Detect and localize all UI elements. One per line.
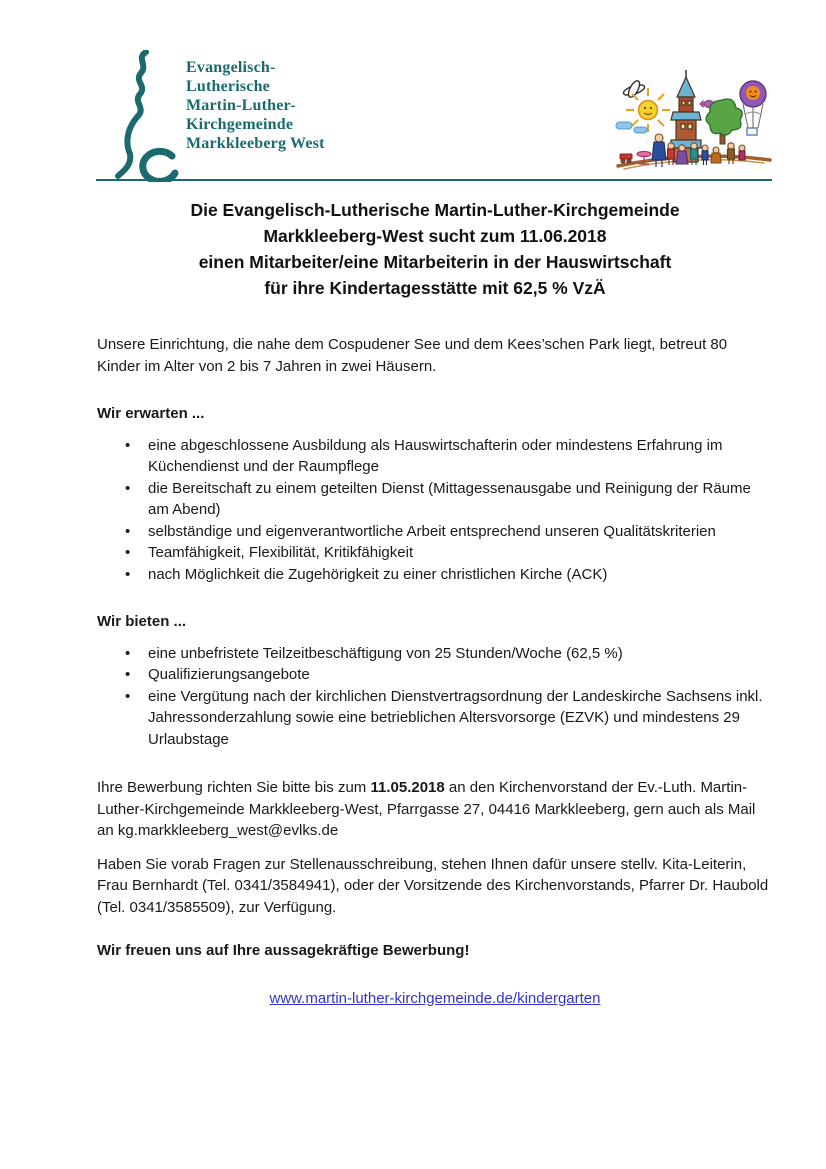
application-text: an den Kirchenvorstand der Ev.-Luth. Martin-Luther-Kirchgemeinde Markkleeberg-West, Pfarrgasse 27, 04416 Markkleeberg, gern auch als Mail an kg.markkleeberg_west@evlks.de [97,779,756,839]
logo-line: Martin-Luther- [186,97,296,114]
logo-line: Markkleeberg West [186,135,325,152]
list-item: • Teamfähigkeit, Flexibilität, Kritikfähigkeit [97,542,773,564]
job-title [97,197,773,301]
job-title-line: Markkleeberg-West sucht zum 11.06.2018 [263,226,607,246]
link-row [97,988,773,1010]
contact-paragraph: Haben Sie vorab Fragen zur Stellenausschreibung, stehen Ihnen dafür unsere stellv. Kita-Leiterin, Frau Bernhardt (Tel. 0341/3584941), oder der Vorsitzende des Kirchenvorstands, Pfarrer Dr. Haubold (Tel. 0341/3585509), zur Verfügung. [97,855,769,916]
kindergarten-website-link[interactable]: www.martin-luther-kirchgemeinde.de/kindergarten [269,989,601,1007]
church-logo [112,50,325,182]
logo-line: Lutherische [186,78,270,95]
application-paragraph [97,777,773,842]
application-deadline: 11.05.2018 [370,779,445,796]
list-item: • die Bereitschaft zu einem geteilten Dienst (Mittagessenausgabe und Reinigung der Räume am Abend) [97,478,773,521]
logo-line: Evangelisch- [186,59,276,76]
section-heading-erwarten: Wir erwarten ... [97,405,205,422]
offers-list [97,643,773,751]
section-heading-bieten: Wir bieten ... [97,613,187,630]
kindergarten-children-drawing-icon [610,70,778,182]
list-item: • selbständige und eigenverantwortliche Arbeit entsprechend unseren Qualitätskriterien [97,521,773,543]
list-item: • nach Möglichkeit die Zugehörigkeit zu einer christlichen Kirche (ACK) [97,564,773,586]
requirements-list [97,435,773,586]
list-item: • eine abgeschlossene Ausbildung als Hauswirtschafterin oder mindestens Erfahrung im Küchendienst und der Raumpflege [97,435,773,478]
logo-line: Kirchgemeinde [186,116,294,133]
job-title-line: einen Mitarbeiter/eine Mitarbeiterin in der Hauswirtschaft [198,252,672,272]
church-logo-swirl-icon [112,50,184,182]
job-title-line: für ihre Kindertagesstätte mit 62,5 % VzÄ [264,278,606,298]
intro-paragraph: Unsere Einrichtung, die nahe dem Cospudener See und dem Kees’schen Park liegt, betreut 80 Kinder im Alter von 2 bis 7 Jahren in zwei Häusern. [97,336,728,375]
closing-statement: Wir freuen uns auf Ihre aussagekräftige Bewerbung! [97,942,470,959]
application-text: Ihre Bewerbung richten Sie bitte bis zum [97,779,371,796]
letterhead [0,0,826,182]
list-item: • eine Vergütung nach der kirchlichen Dienstvertragsordnung der Landeskirche Sachsens inkl. Jahressonderzahlung sowie eine betrieblichen Altersvorsorge (EZVK) und mindestens 29 Urlaubstage [97,686,773,751]
list-item: • eine unbefristete Teilzeitbeschäftigung von 25 Stunden/Woche (62,5 %) [97,643,773,665]
job-title-line: Die Evangelisch-Lutherische Martin-Luther-Kirchgemeinde [190,200,680,220]
list-item: • Qualifizierungsangebote [97,664,773,686]
church-logo-text [186,50,325,182]
job-posting-body [97,181,773,1009]
